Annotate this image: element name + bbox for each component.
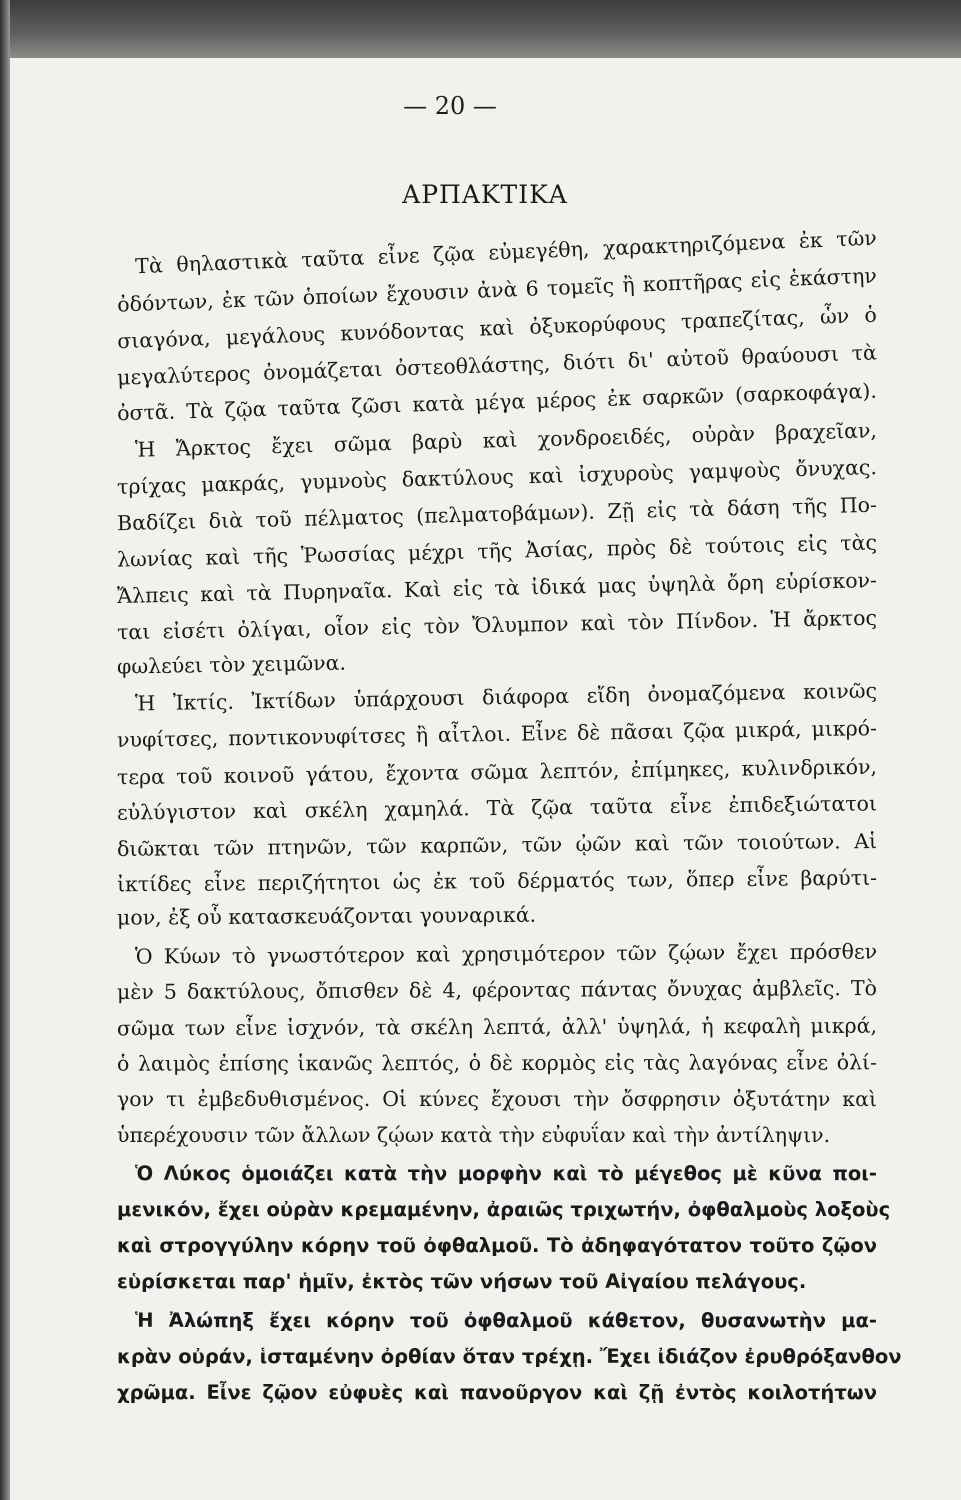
section-heading: ΑΡΠΑΚΤΙΚΑ — [402, 180, 568, 209]
text-line: μενικόν, ἔχει οὐρὰν κρεμαμένην, ἀραιῶς τριχωτήν, ὀφθαλμοὺς λοξοὺς — [117, 1198, 891, 1221]
text-line: καὶ στρογγύλην κόρην τοῦ ὀφθαλμοῦ. Τὸ ἀδηφαγότατον τοῦτο ζῷον — [117, 1234, 877, 1257]
text-line: Ἡ Ἰκτίς. Ἰκτίδων ὑπάρχουσι διάφορα εἴδη ὀνομαζόμενα κοινῶς — [134, 678, 878, 716]
text-line: τερα τοῦ κοινοῦ γάτου, ἔχοντα σῶμα λεπτόν, ἐπίμηκες, κυλινδρικόν, — [116, 754, 878, 790]
text-line: Ἄλπεις καὶ τὰ Πυρηναῖα. Καὶ εἰς τὰ ἰδικά μας ὑψηλὰ ὄρη εὑρίσκον- — [116, 568, 878, 608]
text-line: ὁ λαιμὸς ἐπίσης ἱκανῶς λεπτός, ὁ δὲ κορμὸς εἰς τὰς λαγόνας εἶνε ὀλί- — [116, 1050, 878, 1076]
text-line: νυφίτσες, ποντικονυφίτσες ἢ αἶτλοι. Εἶνε δὲ πᾶσαι ζῷα μικρά, μικρό- — [116, 716, 878, 752]
text-line: γον τι ἐμβεδυθισμένος. Οἱ κύνες ἔχουσι τὴν ὄσφρησιν ὀξυτάτην καὶ — [117, 1087, 877, 1111]
text-line: εὐλύγιστον καὶ σκέλη χαμηλά. Τὰ ζῷα ταῦτα εἶνε ἐπιδεξιώτατοι — [116, 791, 878, 825]
text-line: σιαγόνα, μεγάλους κυνόδοντας καὶ ὀξυκορύφους τραπεζίτας, ὧν ὁ — [116, 302, 878, 354]
text-line: μὲν 5 δακτύλους, ὄπισθεν δὲ 4, φέροντας πάντας ὄνυχας ἀμβλεῖς. Τὸ — [116, 976, 878, 1004]
text-line: ὀστᾶ. Τὰ ζῷα ταῦτα ζῶσι κατὰ μέγα μέρος ἐκ σαρκῶν (σαρκοφάγα). — [116, 378, 878, 426]
text-line: ται εἰσέτι ὀλίγαι, οἷον εἰς τὸν Ὄλυμπον καὶ τὸν Πίνδον. Ἡ ἄρκτος — [116, 605, 878, 645]
text-line: μεγαλύτερος ὀνομάζεται ὀστεοθλάστης, διότι δι' αὐτοῦ θραύουσι τὰ — [116, 340, 878, 390]
text-line: διῶκται τῶν πτηνῶν, τῶν καρπῶν, τῶν ᾠῶν καὶ τῶν τοιούτων. Αἱ — [116, 829, 878, 861]
text-line: μον, ἐξ οὗ κατασκευάζονται γουναρικά. — [116, 902, 537, 930]
page-number: — 20 — — [403, 92, 497, 120]
text-line: Βαδίζει διὰ τοῦ πέλματος (πελματοβάμων). Ζῇ εἰς τὰ δάση τῆς Πο- — [116, 492, 878, 536]
text-line: ὑπερέχουσιν τῶν ἄλλων ζῴων κατὰ τὴν εὐφυΐαν καὶ τὴν ἀντίληψιν. — [117, 1123, 831, 1147]
text-line: φωλεύει τὸν χειμῶνα. — [116, 650, 347, 679]
text-line: Ἡ Ἄρκτος ἔχει σῶμα βαρὺ καὶ χονδροειδές, οὐρὰν βραχεῖαν, — [134, 418, 878, 462]
book-binding-edge — [0, 0, 961, 58]
text-line: σῶμα των εἶνε ἰσχνόν, τὰ σκέλη λεπτά, ἀλλ' ὑψηλά, ἡ κεφαλὴ μικρά, — [116, 1013, 878, 1041]
text-line: τρίχας μακράς, γυμνοὺς δακτύλους καὶ ἰσχυροὺς γαμψοὺς ὄνυχας. — [116, 455, 878, 499]
text-line: Τὰ θηλαστικὰ ταῦτα εἶνε ζῷα εὐμεγέθη, χαρακτηριζόμενα ἐκ τῶν — [134, 225, 878, 279]
text-line: κρὰν οὐράν, ἱσταμένην ὀρθίαν ὅταν τρέχῃ. Ἔχει ἰδιάζον ἐρυθρόξανθον — [117, 1345, 902, 1368]
page-left-edge — [0, 0, 10, 1500]
text-line: ὀδόντων, ἐκ τῶν ὁποίων ἔχουσιν ἀνὰ 6 τομεῖς ἢ κοπτῆρας εἰς ἑκάστην — [116, 263, 878, 317]
text-line: Ὁ Λύκος ὁμοιάζει κατὰ τὴν μορφὴν καὶ τὸ μέγεθος μὲ κῦνα ποι- — [135, 1162, 877, 1185]
text-line: Ὁ Κύων τὸ γνωστότερον καὶ χρησιμότερον τῶν ζῴων ἔχει πρόσθεν — [134, 939, 878, 969]
text-line: ἰκτίδες εἶνε περιζήτητοι ὡς ἐκ τοῦ δέρματός των, ὅπερ εἶνε βαρύτι- — [116, 865, 878, 897]
text-line: λωνίας καὶ τῆς Ῥωσσίας μέχρι τῆς Ἀσίας, πρὸς δὲ τούτοις εἰς τὰς — [116, 530, 878, 572]
text-line: εὑρίσκεται παρ' ἡμῖν, ἐκτὸς τῶν νήσων τοῦ Αἰγαίου πελάγους. — [117, 1270, 807, 1293]
text-line: χρῶμα. Εἶνε ζῷον εὐφυὲς καὶ πανοῦργον καὶ ζῇ ἐντὸς κοιλοτήτων — [117, 1381, 877, 1404]
text-line: Ἡ Ἀλώπηξ ἔχει κόρην τοῦ ὀφθαλμοῦ κάθετον, θυσανωτὴν μα- — [135, 1309, 877, 1332]
